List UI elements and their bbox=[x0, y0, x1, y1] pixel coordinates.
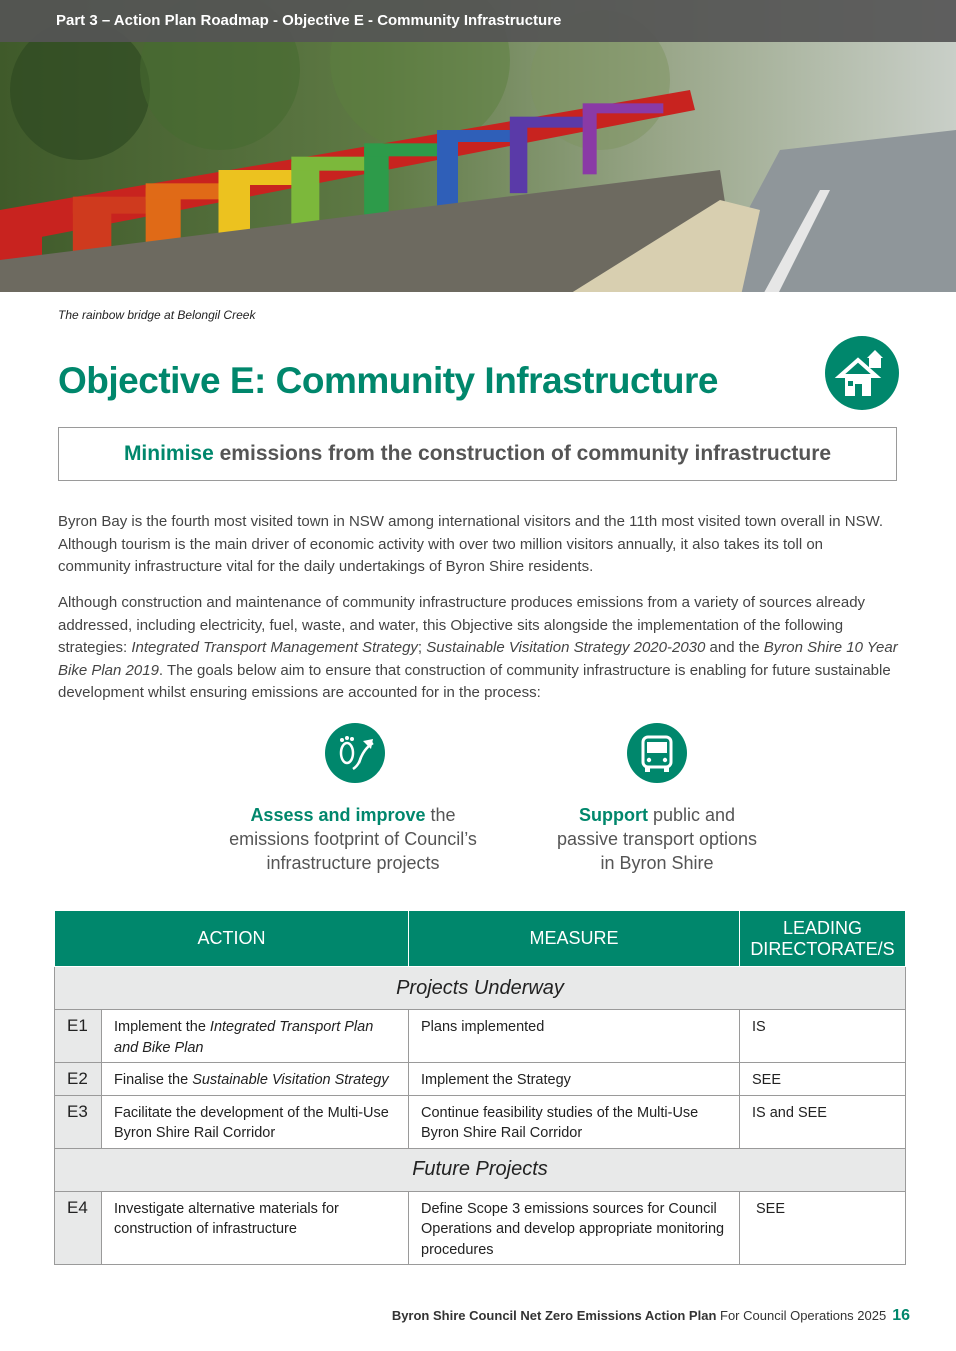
lead-cell: IS bbox=[740, 1010, 906, 1063]
table-row bbox=[55, 1095, 906, 1148]
action-cell: Investigate alternative materials for construction of infrastructure bbox=[102, 1191, 409, 1265]
hero-photo bbox=[0, 0, 956, 300]
page-footer bbox=[392, 1307, 910, 1325]
footer-subtitle: For Council Operations 2025 bbox=[716, 1308, 887, 1323]
rail-beam bbox=[437, 130, 518, 142]
measure-cell: Continue feasibility studies of the Multi-Use Byron Shire Rail Corridor bbox=[409, 1095, 740, 1148]
measure-cell: Define Scope 3 emissions sources for Council Operations and develop appropriate monitoring procedures bbox=[409, 1191, 740, 1265]
rail-beam bbox=[146, 183, 227, 199]
objective-text: emissions from the construction of community infrastructure bbox=[213, 442, 832, 465]
rail-post bbox=[510, 122, 528, 193]
table-row bbox=[55, 1191, 906, 1265]
page-number: 16 bbox=[892, 1307, 910, 1324]
objective-highlight: Minimise bbox=[123, 442, 214, 465]
rail-beam bbox=[510, 117, 591, 128]
rail-beam bbox=[73, 197, 154, 214]
page-title: Objective E: Community Infrastructure bbox=[58, 360, 718, 401]
rainbow-bridge-illustration bbox=[0, 0, 956, 300]
goal-assess: Assess and improve the emissions footprint of Council’s infrastructure projects bbox=[229, 805, 477, 873]
action-cell: Finalise the Sustainable Visitation Strategy bbox=[102, 1063, 409, 1096]
strategy-paragraph: Although construction and maintenance of community infrastructure produces emissions from a variety of sources already addressed, including electricity, fuel, waste, and water, this Objective sits alongside the implementation of the following strategies: Integrated Transport Management Strategy; Sustainable Visitation Strategy 2020-2030 and the Byron Shire 10 Year Bike Plan 2019. The goals below aim to ensure that construction of community infrastructure is enabling for future sustainable development whilst ensuring emissions are accounted for in the process: bbox=[58, 594, 898, 701]
header-measure: MEASURE bbox=[409, 911, 740, 967]
section-future-projects: Future Projects bbox=[55, 1148, 906, 1191]
lead-cell: IS and SEE bbox=[740, 1095, 906, 1148]
header-leading: LEADING DIRECTORATE/S bbox=[740, 911, 906, 967]
action-id: E4 bbox=[55, 1191, 102, 1265]
section-row bbox=[55, 967, 906, 1010]
lead-cell: SEE bbox=[740, 1063, 906, 1096]
footprint-icon bbox=[325, 723, 385, 783]
house-icon bbox=[825, 336, 899, 410]
intro-paragraph: Byron Bay is the fourth most visited town in NSW among international visitors and the 11th most visited town overall in NSW. Although tourism is the main driver of economic activity with over two million visitors annually, it also takes its toll on community infrastructure vital for the daily undertakings of Byron Shire residents. bbox=[58, 513, 884, 575]
table-header-row bbox=[55, 911, 906, 967]
rail-beam bbox=[364, 143, 445, 156]
measure-cell: Plans implemented bbox=[409, 1010, 740, 1063]
footer-document-title: Byron Shire Council Net Zero Emissions Action Plan bbox=[391, 1308, 717, 1323]
section-projects-underway: Projects Underway bbox=[55, 967, 906, 1010]
measure-cell: Implement the Strategy bbox=[409, 1063, 740, 1096]
action-id: E2 bbox=[55, 1063, 102, 1096]
section-row bbox=[55, 1148, 906, 1191]
action-cell: Implement the Integrated Transport Plan and Bike Plan bbox=[102, 1010, 409, 1063]
rail-beam bbox=[291, 157, 372, 171]
action-table bbox=[54, 910, 906, 1265]
rail-beam bbox=[583, 103, 664, 113]
action-id: E1 bbox=[55, 1010, 102, 1063]
table-row bbox=[55, 1063, 906, 1096]
rail-beam bbox=[219, 170, 300, 185]
lead-cell: SEE bbox=[740, 1191, 906, 1265]
rail-post bbox=[437, 135, 458, 212]
bus-icon bbox=[627, 723, 687, 783]
action-cell: Facilitate the development of the Multi-Use Byron Shire Rail Corridor bbox=[102, 1095, 409, 1148]
goal-support: Support public and passive transport options in Byron Shire bbox=[556, 805, 758, 873]
photo-caption: The rainbow bridge at Belongil Creek bbox=[58, 308, 256, 322]
rail-post bbox=[583, 108, 597, 174]
breadcrumb: Part 3 – Action Plan Roadmap - Objective E - Community Infrastructure bbox=[56, 12, 562, 29]
objective-statement bbox=[58, 427, 897, 481]
action-id: E3 bbox=[55, 1095, 102, 1148]
table-row bbox=[55, 1010, 906, 1063]
header-action: ACTION bbox=[55, 911, 409, 967]
rail-beam bbox=[0, 210, 81, 228]
